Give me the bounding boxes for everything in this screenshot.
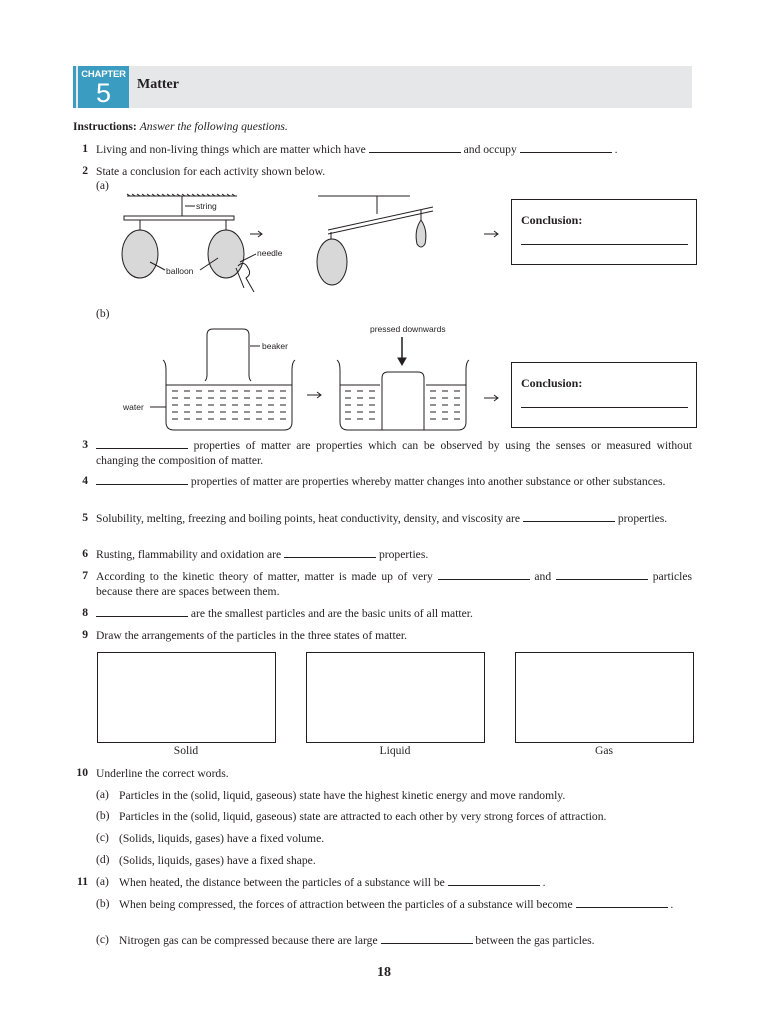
question-7: [96, 569, 692, 599]
item-label: (b): [96, 897, 110, 910]
conclusion-label: Conclusion:: [521, 376, 583, 390]
question-number: 5: [82, 511, 88, 524]
question-9: Draw the arrangements of the particles in the three states of matter.: [96, 629, 407, 642]
item-text[interactable]: (Solids, liquids, gases) have a fixed shape.: [119, 854, 316, 867]
question-11a: [119, 875, 692, 890]
instructions-text: Answer the following questions.: [139, 120, 288, 133]
answer-blank[interactable]: [381, 934, 473, 944]
answer-blank[interactable]: [448, 876, 540, 886]
question-number: 11: [77, 875, 88, 888]
q-text: Living and non-living things which are matter which have: [96, 143, 366, 156]
q-text: properties.: [378, 548, 429, 561]
caption-liquid: Liquid: [379, 744, 411, 757]
question-8: [96, 606, 692, 621]
beaker-setup-after: [337, 337, 469, 430]
label-water: water: [123, 402, 144, 412]
question-5: [96, 511, 692, 526]
balloon-setup-before: [122, 194, 256, 292]
balloon-setup-after: [317, 196, 433, 285]
answer-blank[interactable]: [96, 439, 188, 449]
item-label: (a): [96, 875, 109, 888]
answer-blank[interactable]: [96, 475, 188, 485]
part-label-b: (b): [96, 307, 110, 320]
item-text[interactable]: Particles in the (solid, liquid, gaseous) state are attracted to each other by very strong forces of attraction.: [119, 810, 607, 823]
question-number: 7: [82, 569, 88, 582]
question-10: Underline the correct words.: [96, 767, 229, 780]
q-text: When being compressed, the forces of attraction between the particles of a substance will become: [119, 898, 573, 911]
arrow-icon: [484, 231, 498, 237]
answer-blank[interactable]: [556, 570, 648, 580]
q-text: properties.: [617, 512, 668, 525]
q-text: are the smallest particles and are the basic units of all matter.: [190, 607, 473, 620]
q-text: When heated, the distance between the particles of a substance will be: [119, 876, 445, 889]
item-label: (b): [96, 809, 110, 822]
item-label: (a): [96, 788, 109, 801]
conclusion-box-b[interactable]: [511, 362, 697, 428]
answer-line[interactable]: [521, 244, 688, 245]
question-number: 3: [82, 438, 88, 451]
question-number: 9: [82, 628, 88, 641]
item-label: (c): [96, 831, 109, 844]
answer-blank[interactable]: [438, 570, 530, 580]
drawing-box-gas[interactable]: [515, 652, 694, 743]
question-11b: [119, 897, 692, 912]
item-text[interactable]: (Solids, liquids, gases) have a fixed volume.: [119, 832, 325, 845]
label-beaker: beaker: [262, 341, 288, 351]
chapter-number: 5: [95, 78, 112, 108]
conclusion-label: Conclusion:: [521, 213, 583, 227]
q-text: Nitrogen gas can be compressed because there are large: [119, 934, 378, 947]
part-label-a: (a): [96, 179, 109, 192]
answer-line[interactable]: [521, 407, 688, 408]
arrow-icon: [484, 395, 498, 401]
label-balloon: balloon: [166, 266, 194, 276]
q-text: properties of matter are properties whereby matter changes into another substance or other substances.: [190, 475, 666, 488]
label-string: string: [196, 201, 217, 211]
arrow-icon: [250, 231, 262, 237]
answer-blank[interactable]: [523, 512, 615, 522]
label-needle: needle: [257, 248, 283, 258]
drawing-box-solid[interactable]: [97, 652, 276, 743]
question-number: 2: [82, 164, 88, 177]
q-text: .: [614, 143, 618, 156]
label-pressed-downwards: pressed downwards: [370, 324, 446, 334]
arrow-icon: [307, 392, 321, 398]
q-text: According to the kinetic theory of matter, matter is made up of very: [96, 570, 433, 583]
q-text: properties of matter are properties which can be observed by using the senses or measured without changing the composition of matter.: [96, 439, 692, 467]
question-number: 4: [82, 474, 88, 487]
conclusion-box-a[interactable]: [511, 199, 697, 265]
question-number: 6: [82, 547, 88, 560]
question-3: [96, 438, 692, 468]
q-text: and: [534, 570, 552, 583]
q-text: .: [542, 876, 546, 889]
q-text: Solubility, melting, freezing and boiling points, heat conductivity, density, and viscosity are: [96, 512, 521, 525]
question-2: State a conclusion for each activity shown below.: [96, 165, 326, 178]
question-number: 1: [82, 142, 88, 155]
question-number: 10: [76, 766, 88, 779]
question-11c: [119, 933, 692, 948]
item-text[interactable]: Particles in the (solid, liquid, gaseous) state have the highest kinetic energy and move randomly.: [119, 789, 566, 802]
question-number: 8: [82, 606, 88, 619]
q-text: between the gas particles.: [475, 934, 595, 947]
answer-blank[interactable]: [284, 548, 376, 558]
item-label: (d): [96, 853, 110, 866]
question-4: [96, 474, 692, 489]
question-6: [96, 547, 692, 562]
drawing-box-liquid[interactable]: [306, 652, 485, 743]
item-label: (c): [96, 933, 109, 946]
instructions-label: Instructions:: [73, 120, 137, 133]
q-text: Rusting, flammability and oxidation are: [96, 548, 282, 561]
page-number: 18: [377, 965, 391, 980]
answer-blank[interactable]: [576, 898, 668, 908]
chapter-title: Matter: [137, 77, 179, 92]
chapter-word: CHAPTER: [81, 69, 126, 80]
caption-solid: Solid: [173, 744, 199, 757]
answer-blank[interactable]: [96, 607, 188, 617]
q-text: .: [670, 898, 674, 911]
q-text: and occupy: [463, 143, 517, 156]
q-text: particles because there are spaces between them.: [96, 570, 692, 598]
caption-gas: Gas: [594, 744, 614, 757]
